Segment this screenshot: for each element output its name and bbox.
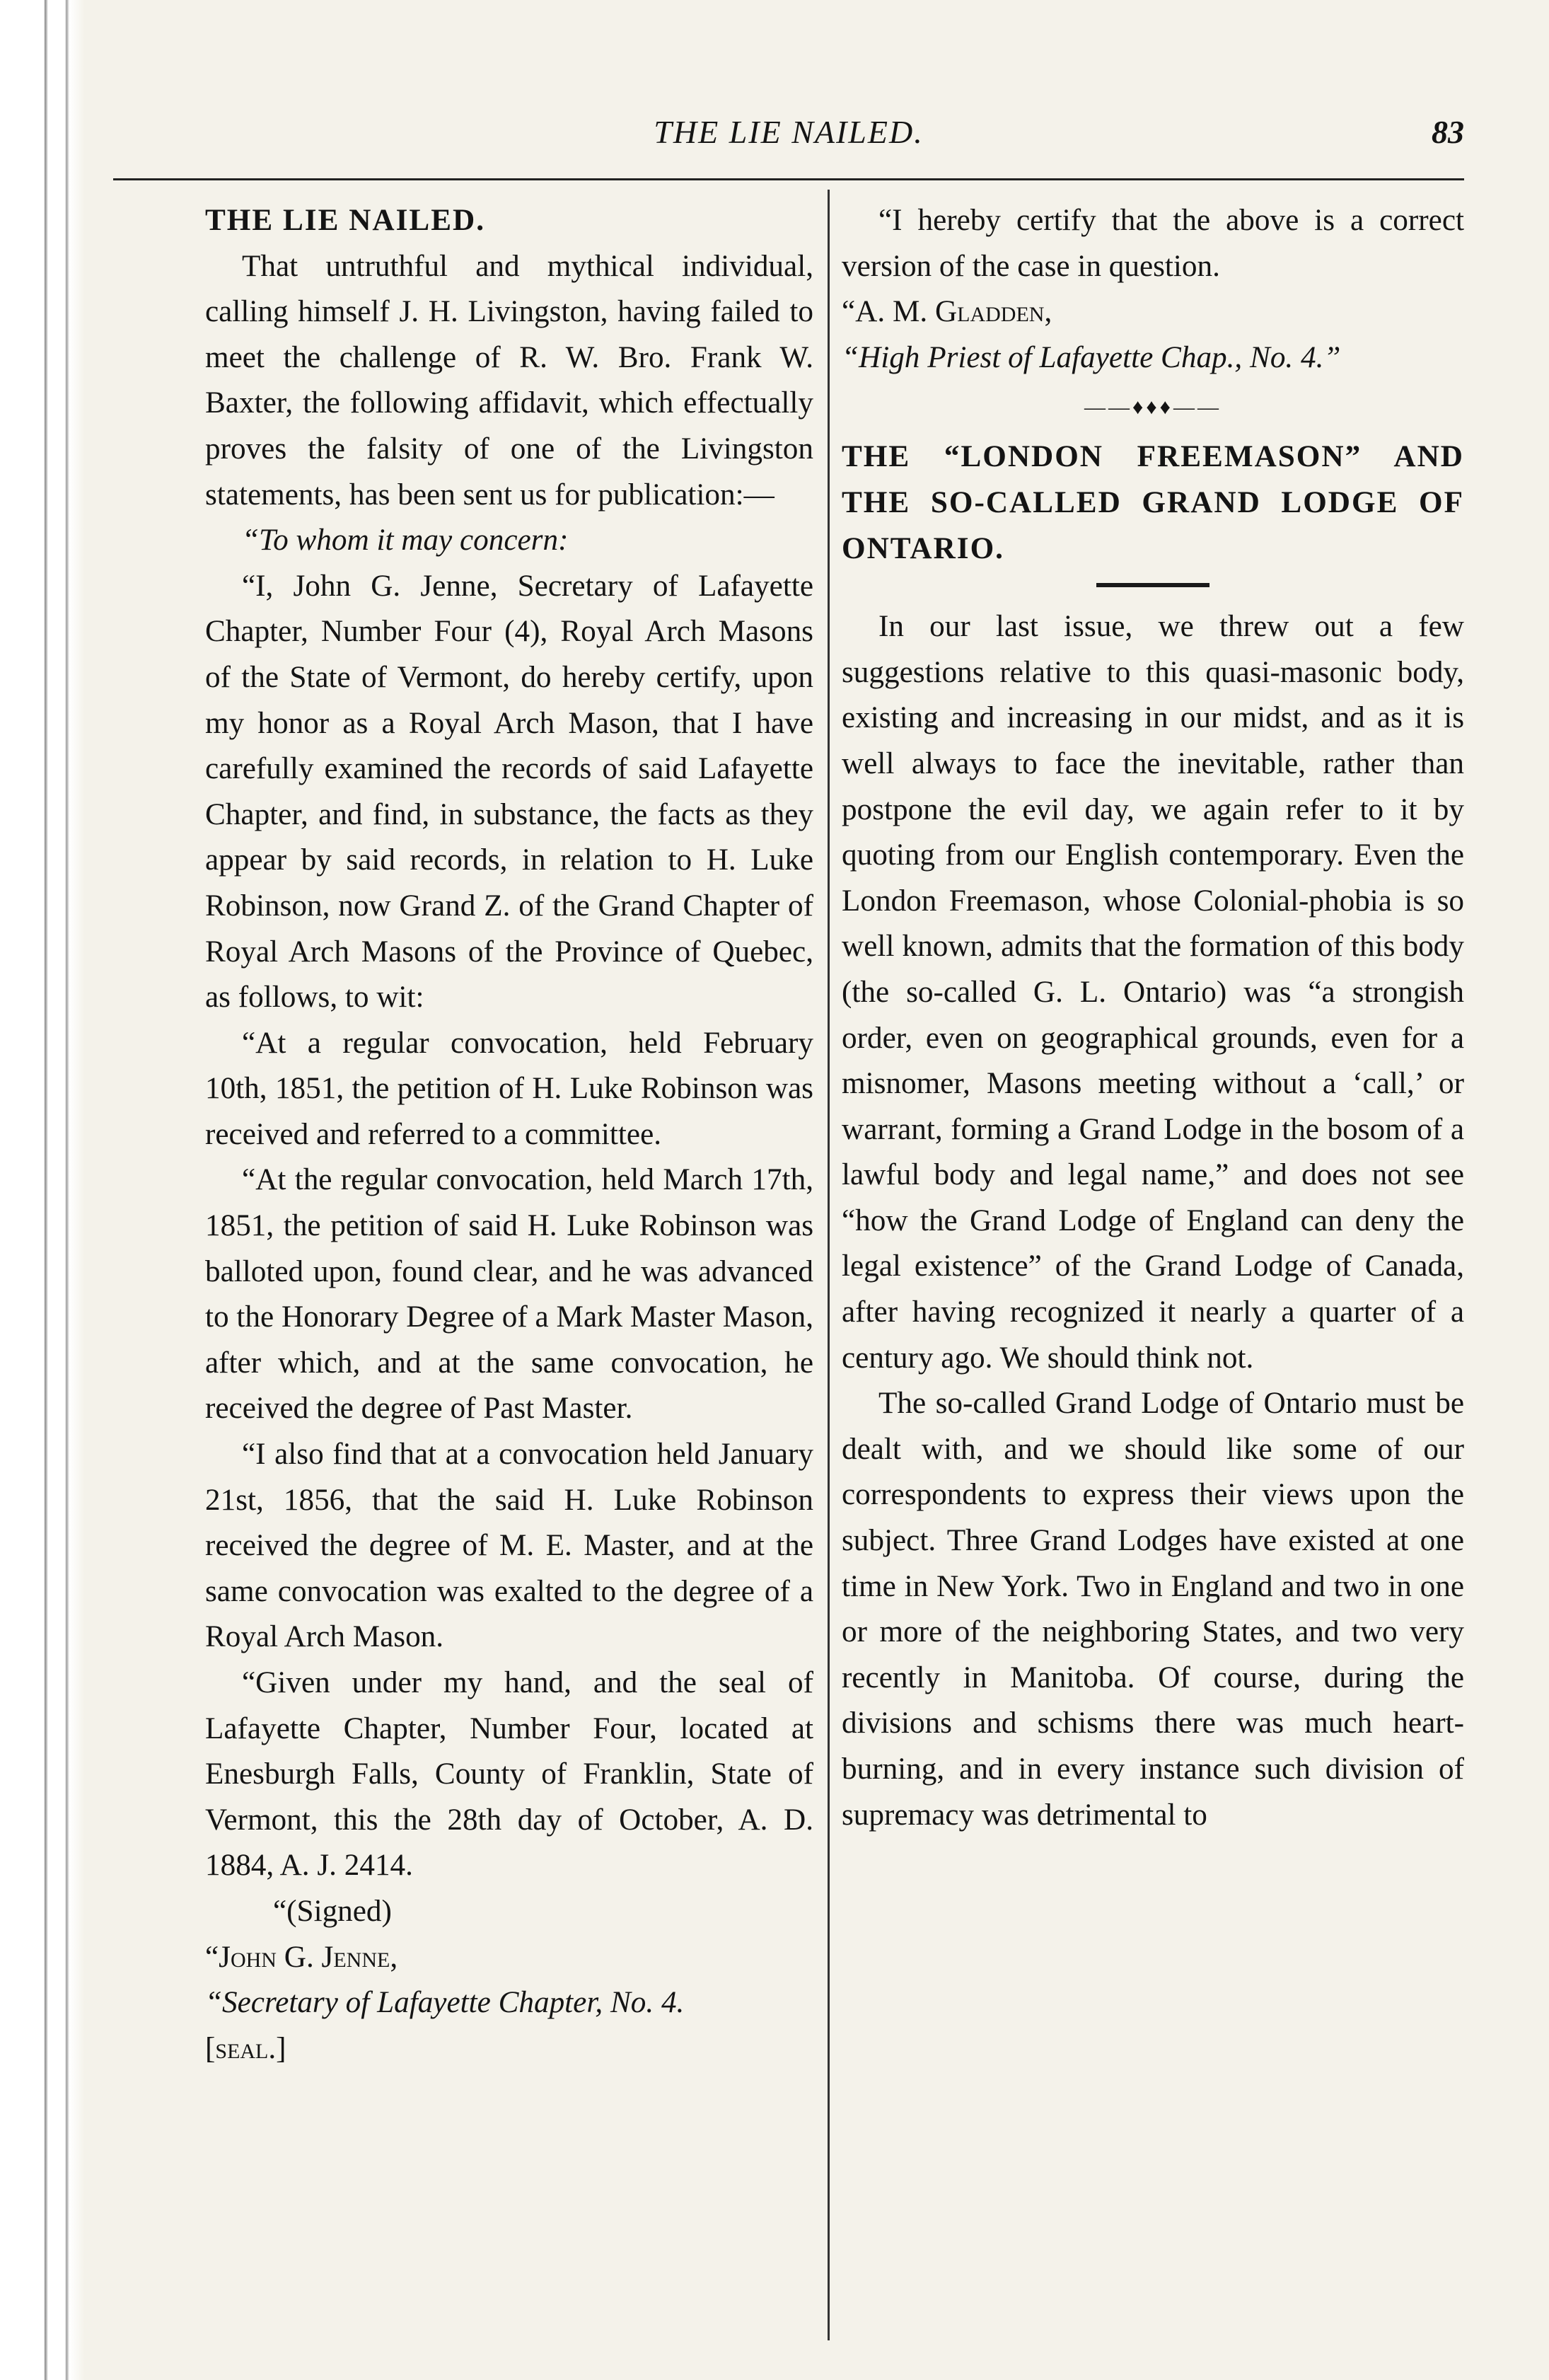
page-binding-edge <box>0 0 85 2380</box>
certification-paragraph: “I hereby certify that the above is a correct version of the case in question. <box>842 204 1464 283</box>
section-separator: ——♦♦♦—— <box>1084 395 1222 420</box>
column-divider <box>828 190 830 2340</box>
signer-title: “High Priest of Lafayette Chap., No. 4.” <box>842 340 1341 374</box>
salutation: “To whom it may concern: <box>242 524 569 558</box>
seal-mark: [seal.] <box>205 2031 286 2065</box>
article-title: THE “LONDON FREEMASON” AND THE SO-CALLED GRAND LODGE OF ONTARIO. <box>842 440 1464 565</box>
affidavit-paragraph: “At a regular convocation, held February 10th, 1851, the petition of H. Luke Robinson was received and referred to a committee. <box>205 1026 813 1151</box>
page-header <box>113 106 1464 163</box>
article-title: THE LIE NAILED. <box>205 204 485 237</box>
page-number: 83 <box>1432 114 1464 150</box>
affidavit-paragraph: “Given under my hand, and the seal of Lafayette Chapter, Number Four, located at Enesburgh Falls, County of Franklin, State of Vermont, this the 28th day of October, A. D. 1884, A. J. 2414. <box>205 1666 813 1883</box>
article-paragraph: That untruthful and mythical individual, calling himself J. H. Livingston, having failed to meet the challenge of R. W. Bro. Frank W. Baxter, the following affidavit, which effectually proves the falsity of one of the Livingston statements, has been sent us for publication:— <box>205 249 813 512</box>
article-paragraph: In our last issue, we threw out a few suggestions relative to this quasi-masonic body, existing and increasing in our midst, and as it is well always to face the inevitable, rather than postpone the evil day, we again refer to it by quoting from our English contemporary. Even the London Freemason, whose Colonial-phobia is so well known, admits that the formation of this body (the so-called G. L. Ontario) was “a strongish order, even on geographical grounds, even for a misnomer, Masons meeting without a ‘call,’ or warrant, forming a Grand Lodge in the bosom of a lawful body and legal name,” and does not see “how the Grand Lodge of England can deny the legal existence” of the Grand Lodge of Canada, after having recognized it nearly a quarter of a century ago. We should think not. <box>842 610 1464 1375</box>
signer-name: “John G. Jenne, <box>205 1940 398 1974</box>
signer-title: “Secretary of Lafayette Chapter, No. 4. <box>205 1986 685 2020</box>
signer-name: “A. M. Gladden, <box>842 295 1052 329</box>
running-title: THE LIE NAILED. <box>654 114 924 150</box>
signed-line: “(Signed) <box>273 1894 392 1928</box>
affidavit-paragraph: “I also find that at a convocation held January 21st, 1856, that the said H. Luke Robinson received the degree of M. E. Master, and at the same convocation was exalted to the degree of a Royal Arch Mason. <box>205 1438 813 1654</box>
header-rule <box>113 178 1464 180</box>
article-paragraph: The so-called Grand Lodge of Ontario must be dealt with, and we should like some of our correspondents to express their views upon the subject. Three Grand Lodges have existed at one time in New York. Two in England and two in one or more of the neighboring States, and two very recently in Manitoba. Of course, during the divisions and schisms there was much heart-burning, and in every instance such division of supremacy was detrimental to <box>842 1387 1464 1832</box>
affidavit-paragraph: “At the regular convocation, held March 17th, 1851, the petition of said H. Luke Robinson was balloted upon, found clear, and he was advanced to the Honorary Degree of a Mark Master Mason, after which, and at the same convocation, he received the degree of Past Master. <box>205 1163 813 1426</box>
right-column <box>842 198 1464 1838</box>
title-rule <box>1096 583 1209 587</box>
affidavit-paragraph: “I, John G. Jenne, Secretary of Lafayette Chapter, Number Four (4), Royal Arch Masons of the State of Vermont, do hereby certify, upon my honor as a Royal Arch Mason, that I have carefully examined the records of said Lafayette Chapter, and find, in substance, the facts as they appear by said records, in relation to H. Luke Robinson, now Grand Z. of the Grand Chapter of Royal Arch Masons of the Province of Quebec, as follows, to wit: <box>205 569 813 1015</box>
left-column <box>205 198 813 2072</box>
